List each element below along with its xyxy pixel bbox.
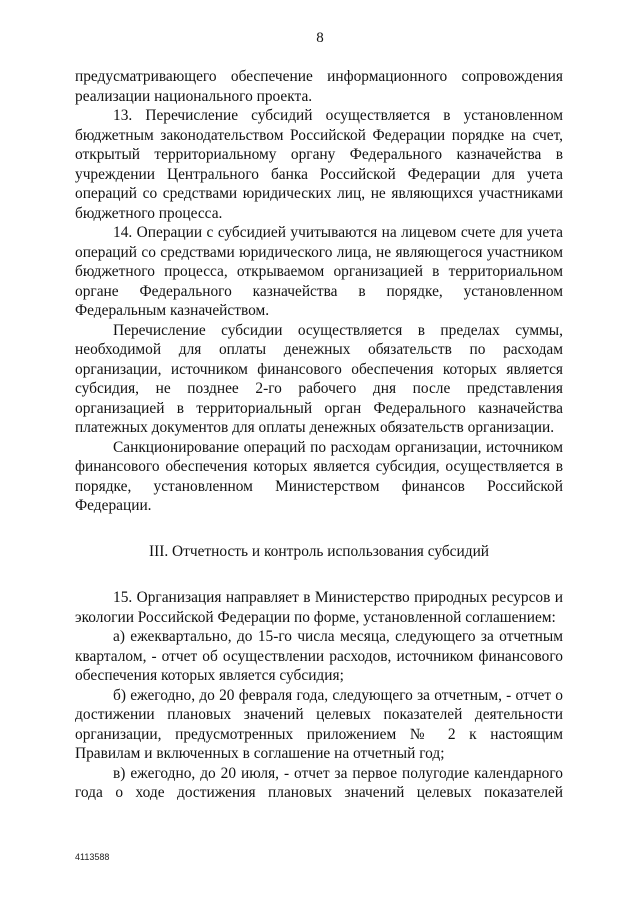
paragraph-continuation: предусматривающего обеспечение информационного сопровождения реализации национального проекта. — [75, 68, 563, 105]
paragraph-transfer: Перечисление субсидии осуществляется в пределах суммы, необходимой для оплаты денежных обязательств по расходам организации, источником финансового обеспечения которых является субсидия, не позднее 2-го рабочего дня после представления организацией в территориальный орган Федерального казначейства платежных документов для оплаты денежных обязательств организации. — [75, 321, 563, 436]
list-item-a: а) ежеквартально, до 15-го числа месяца, следующего за отчетным кварталом, - отчет об осуществлении расходов, источником финансового обеспечения которых является субсидия; — [75, 628, 563, 684]
list-item-b: б) ежегодно, до 20 февраля года, следующего за отчетным, - отчет о достижении плановых значений целевых показателей деятельности организации, предусмотренных приложением № 2 к настоящим Правилам и включенных в соглашение на отчетный год; — [75, 686, 563, 762]
document-code: 4113588 — [75, 852, 110, 862]
list-item-c: в) ежегодно, до 20 июля, - отчет за первое полугодие календарного года о ходе достижения плановых значений целевых показателей — [75, 764, 563, 801]
document-body — [75, 67, 563, 803]
section-heading: III. Отчетность и контроль использования субсидий — [148, 542, 490, 560]
paragraph-clause-15: 15. Организация направляет в Министерство природных ресурсов и экологии Российской Федерации по форме, установленной соглашением: — [75, 589, 563, 626]
paragraph-authorization: Санкционирование операций по расходам организации, источником финансового обеспечения которых является субсидия, осуществляется в порядке, установленном Министерством финансов Российской Федерации. — [75, 438, 563, 514]
paragraph-clause-13: 13. Перечисление субсидий осуществляется в установленном бюджетным законодательством Российской Федерации порядке на счет, открытый территориальному органу Федерального казначейства в учреждении Центрального банка Российской Федерации для учета операций со средствами юридических лиц, не являющихся участниками бюджетного процесса. — [75, 107, 563, 222]
paragraph-clause-14: 14. Операции с субсидией учитываются на лицевом счете для учета операций со средствами юридического лица, не являющегося участником бюджетного процесса, открываемом организацией в территориальном органе Федерального казначейства в порядке, установленном Федеральным казначейством. — [75, 224, 563, 319]
page-number: 8 — [316, 30, 324, 46]
